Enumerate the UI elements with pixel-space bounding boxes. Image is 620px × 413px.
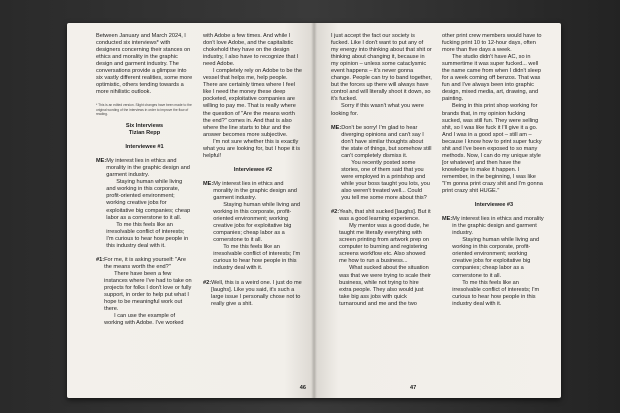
question-text: Staying human while living and working in this corporate, profit-oriented environment; working creative jobs for exploitative big companies; cheap labor as a cornerstone to it all. — [106, 179, 191, 221]
answer-text: Well, this is a weird one. I just do me [laughs]. Like you said, it's such a large issue I personally chose not to really give a shit. — [211, 279, 302, 307]
question-block — [331, 125, 432, 203]
speaker-label-interviewee: #2: — [331, 209, 340, 216]
left-page-column-1 — [96, 33, 193, 327]
answer-text: For me, it is asking yourself: "Are the means worth the end?" — [104, 256, 186, 270]
question-text: To me this feels like an irresolvable conflict of interests; I'm curious to hear how people in this industry deal with it. — [452, 279, 540, 307]
question-block — [442, 216, 546, 308]
answer-text: I can use the example of working with Adobe. I've worked — [104, 313, 184, 327]
question-text: Staying human while living and working in this corporate, profit-oriented environment; working creative jobs for exploitative big companies; cheap labor as a cornerstone to it all. — [452, 237, 540, 279]
answer-text: I just accept the fact our society is fucked. Like I don't want to put any of my energy into thinking about that shit or thinking about changing it, because in my opinion – unless some cataclysmic event happens – it's never gonna change. People can try to band together, but the forces up there will always have control and will literally shoot it down, so it's fucked. — [331, 33, 432, 103]
question-text: You recently posted some stories, one of them said that you were employed in a printshop and while your boss taught you lots, you also weren't treated well... Could you tell me some more about this? — [341, 159, 430, 202]
speaker-label-interviewee: #2: — [203, 279, 212, 286]
right-page — [314, 23, 561, 398]
answer-text: What sucked about the situation was that we were trying to scale their business, while not trying to hire extra people. They also would just take big ass jobs with quick turnaround and me and the two — [339, 265, 431, 307]
speaker-label-me: ME: — [203, 180, 214, 187]
speaker-label-me: ME: — [331, 124, 342, 131]
editorial-note: * This is an edited version. Slight changes have been made to the original wording of the interviews in order to improve the flow of reading. — [96, 103, 192, 116]
book-gutter — [311, 23, 317, 398]
answer-text: The studio didn't have AC, so in summertime it was super fucked... well the name came from when I didn't sleep for a week coming off benzos. That was fun and I've always been into graphic design, mixed media, art, drawing, and painting. — [442, 54, 542, 103]
page-number-right: 47 — [410, 385, 417, 391]
question-text: My interest lies in ethics and morality in the graphic design and garment industry. — [452, 216, 544, 237]
page-number-left: 46 — [299, 385, 306, 391]
answer-text: There have been a few instances where I've had to take on projects for folks I don't love or fully support, in order to help put what I hope to be meaningful work out there. — [104, 270, 192, 313]
question-text: Don't be sorry! I'm glad to hear diverging opinions and can't say I don't have similar thoughts about the state of things, but somehow still can't completely dismiss it. — [341, 124, 432, 159]
question-text: My interest lies in ethics and morality in the graphic design and garment industry. — [106, 158, 190, 179]
left-page-column-2 — [203, 33, 303, 308]
article-author: Tizian Repp — [128, 130, 161, 137]
question-block — [96, 158, 193, 250]
answer-text: Yeah, that shit sucked [laughs]. But it was a good learning experience. — [339, 209, 431, 223]
question-text: Staying human while living and working in this corporate, profit-oriented environment; working creative jobs for exploitative big companies; cheap labor as a cornerstone to it all. — [213, 202, 301, 244]
intro-paragraph: Between January and March 2024, I conducted six interviews* with designers concerning their stances on ethics and morality in the graphic design and garment industry. The conversations provide a glimpse into six vastly different realities, some more optimistic, others tending towards a more nihilistic outlook. — [96, 33, 193, 96]
answer-text: I'm not sure whether this is exactly what you are looking for, but I hope it is helpful! — [203, 138, 301, 159]
right-page-column-2 — [442, 33, 546, 308]
interviewee-heading-2: Interviewee #2 — [233, 166, 273, 173]
right-page-column-1 — [331, 33, 432, 308]
speaker-label-me: ME: — [442, 216, 453, 223]
question-text: To me this feels like an irresolvable conflict of interests; I'm curious to hear how people in this industry deal with it. — [213, 244, 301, 272]
interviewee-heading-1: Interviewee #1 — [125, 144, 164, 151]
answer-block — [96, 257, 193, 327]
answer-text: other print crew members would have to fucking print 10 to 12-hour days, often more than five days a week. — [442, 33, 542, 54]
question-text: My interest lies in ethics and morality in the graphic design and garment industry. — [213, 180, 297, 201]
open-book — [67, 23, 561, 398]
answer-text: Being in this print shop working for brands that, in my opinion fucking sucked, was still fun. They were selling shit, so I was like fuck it I'll give it a go. And I was in a good spot – still am – because I know how to print super fucky shit and I've been exposed to so many methods. Now, I can do my unique style [or whatever] and then have the knowledge to make it happen. I remember, in the beginning, I was like "I'm gonna print crazy shit and I'm gonna print crazy shit HUGE." — [442, 103, 543, 195]
question-text: To me this feels like an irresolvable conflict of interests; I'm curious to hear how people in this industry deal with it. — [106, 221, 189, 249]
question-block — [203, 181, 303, 273]
answer-block — [203, 280, 303, 308]
interviewee-heading-3: Interviewee #3 — [474, 202, 514, 209]
answer-text: I completely rely on Adobe to be the vessel that helps me, help people. There are certainly times where I feel like I need the money these deep pocketed, exploitative companies are willing to pay me. That is really where the question of "Are the means worth the end?" comes in. And that is also where the line starts to blur and the answer becomes more subjective. — [203, 68, 302, 138]
speaker-label-interviewee: #1: — [96, 256, 105, 263]
answer-text: Sorry if this wasn't what you were looking for. — [331, 103, 424, 117]
answer-block — [331, 209, 432, 308]
article-title: Six Interviews — [125, 123, 164, 130]
answer-text: My mentor was a good dude, he taught me literally everything with screen printing from artwork prep on computer to burning and registering screens workflow etc. Also showed me how to run a business... — [339, 223, 430, 265]
speaker-label-me: ME: — [96, 158, 107, 165]
answer-text: with Adobe a few times. And while I don't love Adobe, and the capitalistic chokehold they have on the design industry, I also have to recognize that I need Adobe. — [203, 33, 299, 68]
left-page — [67, 23, 314, 398]
